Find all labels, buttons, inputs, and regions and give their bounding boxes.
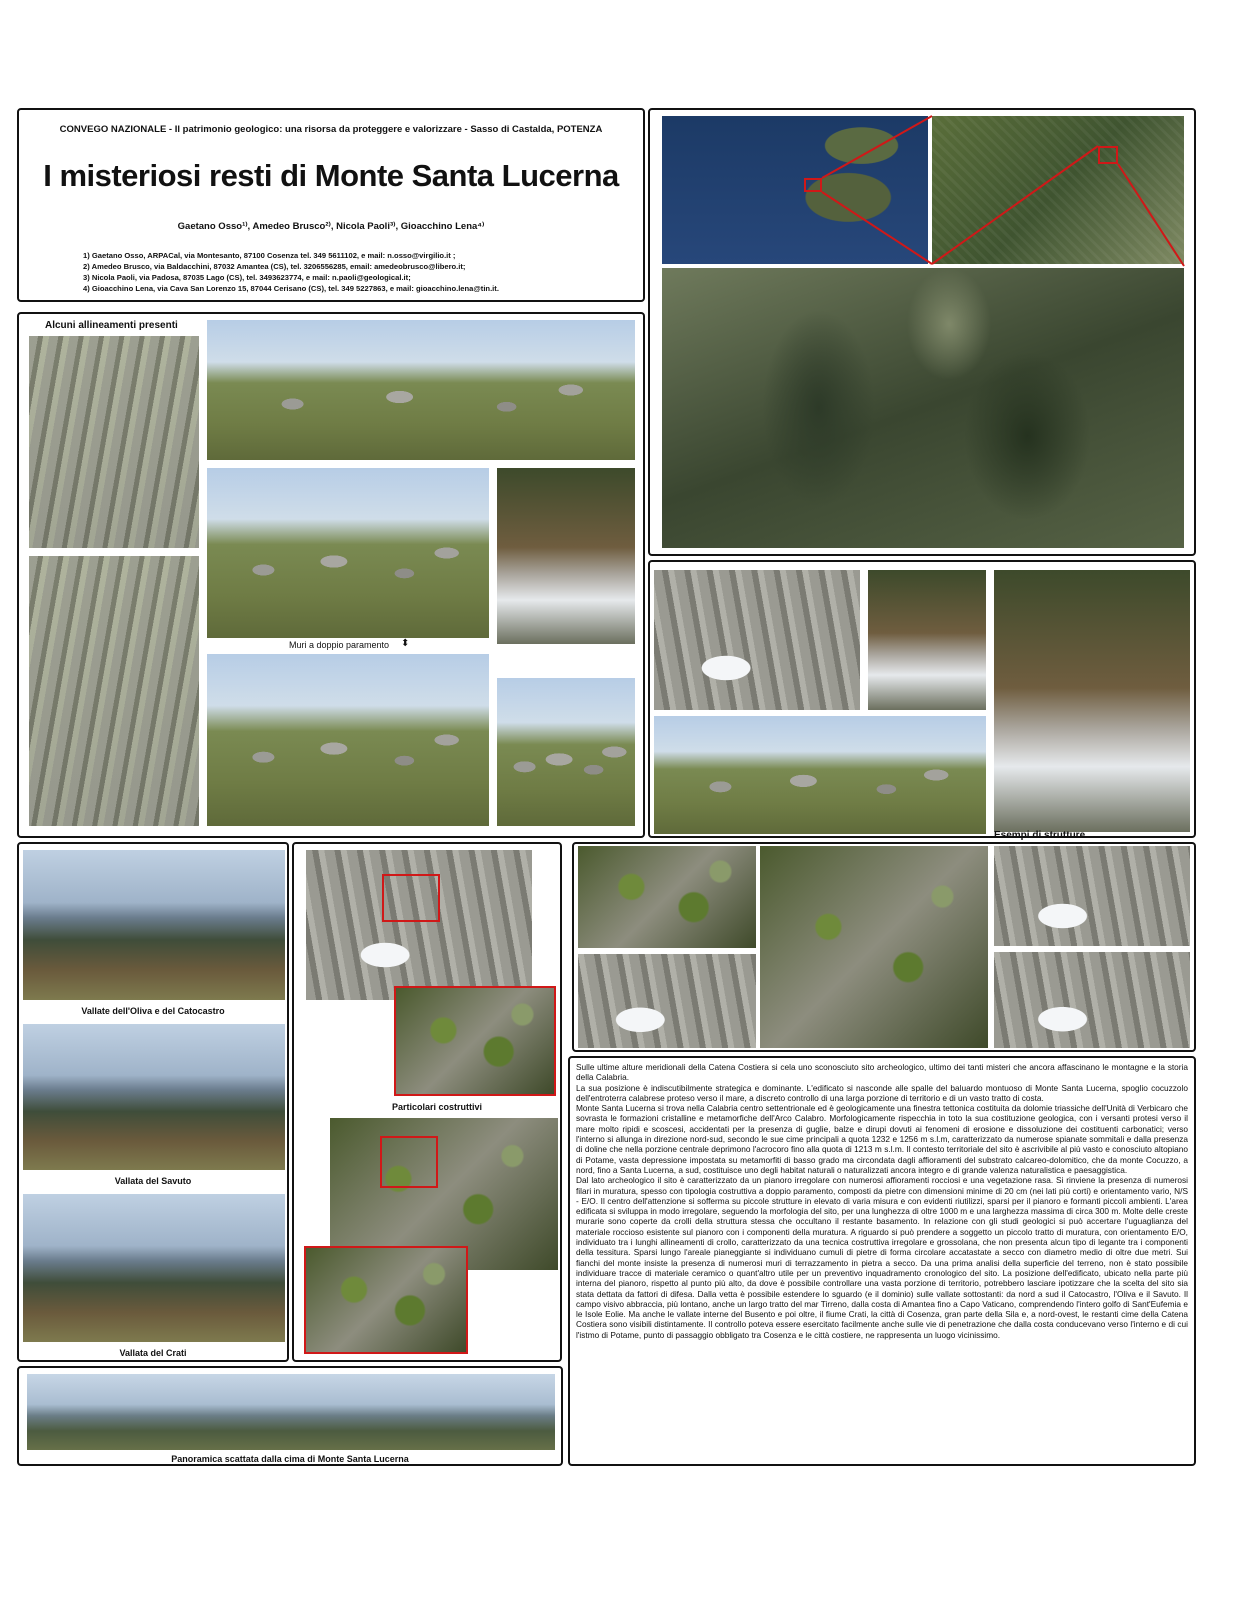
affiliation-3: 3) Nicola Paoli, via Padosa, 87035 Lago (CS), tel. 3493623774, e mail: n.paoli@geological.it;	[83, 273, 411, 282]
photo-valley-oliva	[23, 850, 285, 1000]
paragraph-4: Dal lato archeologico il sito è caratterizzato da un pianoro irregolare con numerosi affioramenti rocciosi e una vegetazione rasa. Si rinviene la presenza di numerosi filari in muratura, spesso con tipologia costruttiva a doppio paramento, composti da pietre con dimensioni minime di 20 cm (nei lati più corti) e orientamento vario, N/S - E/O. Il centro dell'attenzione si sofferma su piccole strutture in elevato di varia misura e con evidenti riutilizzi, sparsi per il pianoro e formanti piccoli ambienti. L'area edificata si sviluppa in modo irregolare, seguendo la morfologia del sito, per una lunghezza di oltre 1000 m e una larghezza massima di circa 300 m. Molte delle creste murarie sono coperte da crolli della struttura stessa che occultano il restante basamento. In relazione con gli studi geologici si può accertare l'uguaglianza del materiale roccioso esistente sul pianoro con i componenti della muratura. A riguardo si può prendere a soggetto un piccolo tratto di muratura, con orientamento E/O, individuato tra i lunghi allineamenti di crollo, caratterizzato da una tecnica costruttiva irregolare e grossolana, che non presenta alcun tipo di legante tra i componenti della tessitura. Sparsi lungo l'areale pianeggiante si individuano cumuli di pietre di forma circolare accatastate a secco con diametro medio di oltre due metri. Sui fianchi del monte insiste la presenza di numerosi muri di terrazzamento in pietra a secco. Da una prima analisi della superficie del terreno, non è stato possibile individuare tracce di materiale ceramico o quant'altro utile per un preventivo inquadramento cronologico del sito. La posizione dell'edificato, ubicato nella parte più interna del pianoro, rispetto al punto più alto, da dove è possibile controllare una vasta porzione di territorio, potrebbero lasciare ipotizzare che la scelta del sito sia stata dettata da fattori di difesa. Dalla vetta è possibile estendere lo sguardo (e il dominio) sulle vallate sottostanti: da nord a sud il Catocastro, l'Oliva e il Savuto. Il campo visivo abbraccia, più lontano, anche un largo tratto del mar Tirreno, dalla costa di Amantea fino a Capo Vaticano, comprendendo l'intero golfo di Sant'Eufemia e le Isole Eolie. Ma anche le vallate interne del Busento e poi oltre, il fiume Crati, la città di Cosenza, gran parte della Sila e, a nord-ovest, le restanti cime della Catena Costiera sono visibili distintamente. Il controllo poteva essere esercitato facilmente anche sulle vie di penetrazione che dalla costa conducevano verso l'interno e di cui l'istmo di Potame, punto di passaggio obbligato tra Cosenza e le città costiere, ne rappresenta un luogo vicinissimo.	[576, 1175, 1188, 1340]
detail-marker-1	[382, 874, 440, 922]
caption-savuto: Vallata del Savuto	[114, 1176, 192, 1186]
photo-stone-ring	[578, 954, 756, 1048]
satellite-photo-site	[662, 268, 1184, 548]
photo-dry-wall-2	[994, 952, 1190, 1048]
affiliations	[83, 250, 499, 294]
photo-construction-1	[306, 850, 532, 1000]
poster-title: I misteriosi resti di Monte Santa Lucerna	[43, 158, 619, 193]
body-text	[576, 1062, 1188, 1340]
photo-dry-wall-1	[994, 846, 1190, 946]
photo-stone-hut	[654, 716, 986, 834]
affiliation-4: 4) Gioacchino Lena, via Cava San Lorenzo 15, 87044 Cerisano (CS), tel. 349 5227863, e mail: gioacchino.lena@tin.it.	[83, 284, 499, 293]
caption-panoramica: Panoramica scattata dalla cima di Monte Santa Lucerna	[171, 1454, 409, 1464]
photo-valley-savuto	[23, 1024, 285, 1170]
double-arrow-icon: ⬍	[401, 638, 410, 649]
photo-construction-2-detail	[304, 1246, 468, 1354]
photo-moss-boulders	[760, 846, 988, 1048]
panorama-panel	[17, 1366, 563, 1466]
photo-structure-snow	[868, 570, 986, 710]
caption-oliva: Vallate dell'Oliva e del Catocastro	[81, 1006, 225, 1016]
photo-snowy-wall	[497, 468, 635, 644]
header-panel	[17, 108, 645, 302]
photo-structure-ruin-1	[654, 570, 860, 710]
photo-forest-boulders	[994, 570, 1190, 832]
affiliation-1: 1) Gaetano Osso, ARPACal, via Montesanto, 87100 Cosenza tel. 349 5611102, e mail: n.osso@virgilio.it ;	[83, 251, 456, 260]
photo-valley-crati	[23, 1194, 285, 1342]
paragraph-1: Sulle ultime alture meridionali della Catena Costiera si cela uno sconosciuto sito archeologico, ultimo dei tanti misteri che ancora affascinano le montagne e la storia della Calabria.	[576, 1062, 1188, 1083]
conference-name: CONVEGO NAZIONALE - Il patrimonio geologico: una risorsa da proteggere e valorizzare - Sasso di Castalda, POTENZA	[59, 124, 603, 135]
paragraph-3: Monte Santa Lucerna si trova nella Calabria centro settentrionale ed è geologicamente una finestra tettonica costituita da dolomie triassiche dell'Unità di Verbicaro che sovrasta le formazioni cristalline e metamorfiche dell'Arco Calabro. Morfologicamente rispecchia in toto la sua costituzione geologica, con i versanti protesi verso il mare molto ripidi e scoscesi, accidentati per la presenza di guglie, balze e dirupi dovuti ai fenomeni di erosione e dissoluzione dei costituenti carbonatici; verso l'interno si allunga in direzione nord-sud, secondo le sue cime principali a quota 1232 e 1256 m s.l.m, caratterizzato da numerose spianate sommitali e dalla presenza di doline che nella porzione centrale deprimono l'acrocoro fino alla quota di 1213 m s.l.m. Il contesto territoriale del sito è ascrivibile al più vasto e conosciuto altopiano di Potame, vasta depressione impostata su metamorfiti di basso grado ma circondata dagli affioramenti del substrato calcareo-dolomitico, che da monte Cocuzzo, a nord, fino a Santa Lucerna, a sud, costituisce uno degli habitat naturali o naturalizzati ancora integro e di grande valenza naturalistica e paesaggistica.	[576, 1103, 1188, 1175]
photo-double-wall-1	[207, 468, 489, 638]
structures-panel	[648, 560, 1196, 841]
authors-line: Gaetano Osso¹⁾, Amedeo Brusco²⁾, Nicola Paoli³⁾, Gioacchino Lena⁴⁾	[177, 221, 485, 232]
photo-construction-1-detail	[394, 986, 556, 1096]
caption-muri: Muri a doppio paramento	[289, 640, 390, 650]
photo-wall-tree	[497, 678, 635, 826]
affiliation-2: 2) Amedeo Brusco, via Baldacchini, 87032 Amantea (CS), tel. 3206556285, email: amedeobrusco@libero.it;	[83, 262, 466, 271]
photo-panorama	[27, 1374, 555, 1450]
text-panel	[568, 1056, 1196, 1466]
valleys-panel	[17, 842, 289, 1362]
photo-wall-hilltop	[207, 320, 635, 460]
photo-double-wall-2	[207, 654, 489, 826]
caption-allineamenti: Alcuni allineamenti presenti	[45, 320, 178, 331]
photo-wall-alignment-2	[29, 556, 199, 826]
photo-wall-alignment-1	[29, 336, 199, 548]
details-top-panel	[572, 842, 1196, 1052]
map-panel	[648, 108, 1196, 556]
construction-panel	[292, 842, 562, 1362]
caption-particolari: Particolari costruttivi	[392, 1102, 483, 1112]
photo-moss-wall-opening	[578, 846, 756, 948]
caption-strutture: Esempi di strutture	[994, 830, 1086, 841]
alignments-panel	[17, 312, 645, 838]
detail-marker-2	[380, 1136, 438, 1188]
caption-crati: Vallata del Crati	[119, 1348, 187, 1358]
paragraph-2: La sua posizione è indiscutibilmente strategica e dominante. L'edificato si nasconde alle spalle del baluardo montuoso di Monte Santa Lucerna, spoglio cocuzzolo dell'entroterra calabrese proteso verso il mare, a discreto controllo di una larga porzione di territorio e di un vasto tratto di costa.	[576, 1082, 1188, 1103]
